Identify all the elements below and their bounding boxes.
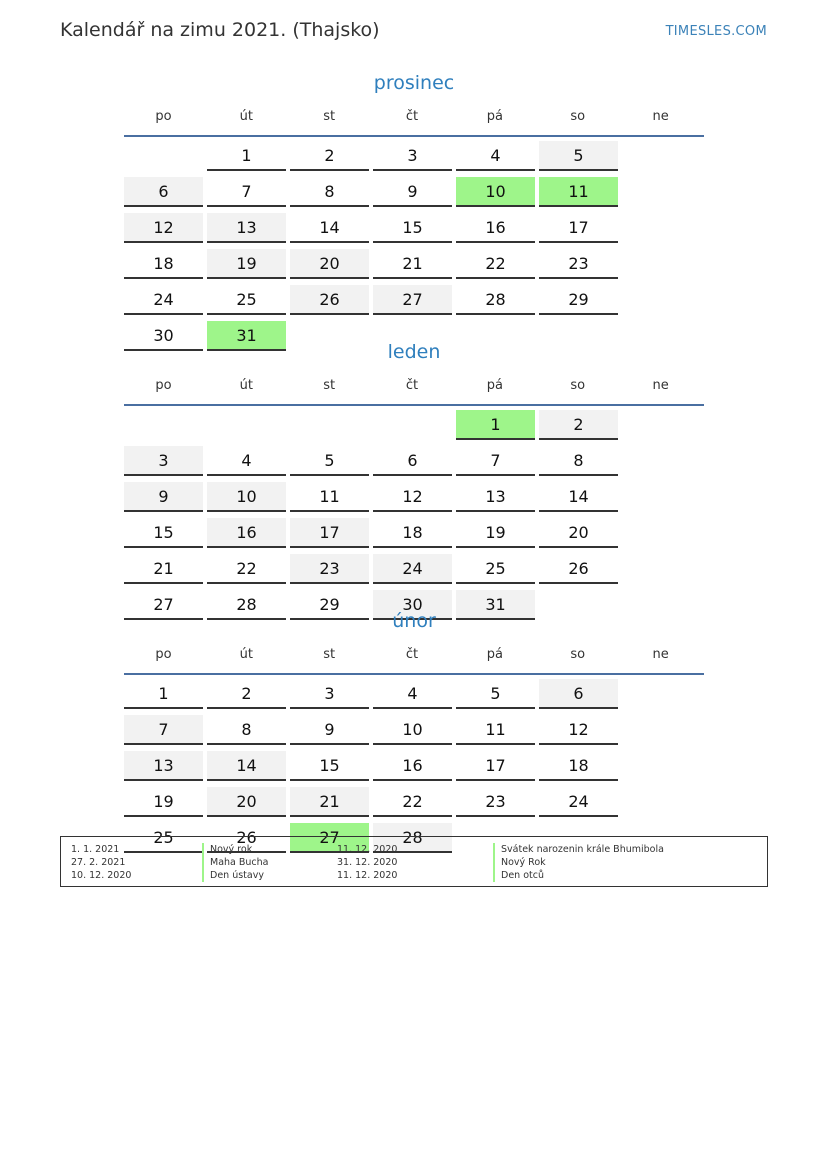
day-number: 7 xyxy=(456,446,535,476)
day-cell[interactable] xyxy=(539,177,622,213)
day-number: 2 xyxy=(207,679,286,709)
day-number: 17 xyxy=(539,213,618,243)
day-number: 12 xyxy=(124,213,203,243)
day-number: 6 xyxy=(124,177,203,207)
day-number: 6 xyxy=(373,446,452,476)
brand-link[interactable]: TIMESLES.COM xyxy=(665,24,767,39)
day-number: 8 xyxy=(539,446,618,476)
day-cell[interactable] xyxy=(456,482,539,518)
day-number: 8 xyxy=(290,177,369,207)
day-number: 13 xyxy=(456,482,535,512)
day-number: 20 xyxy=(207,787,286,817)
day-number: 25 xyxy=(207,285,286,315)
day-number: 10 xyxy=(207,482,286,512)
empty-day-cell xyxy=(373,410,456,446)
day-cell[interactable] xyxy=(124,554,207,590)
day-cell[interactable] xyxy=(290,554,373,590)
day-number: 3 xyxy=(290,679,369,709)
day-number xyxy=(290,410,369,440)
day-cell[interactable] xyxy=(124,715,207,751)
day-number: 16 xyxy=(373,751,452,781)
day-number: 18 xyxy=(373,518,452,548)
weekday-label: čt xyxy=(405,109,419,124)
holiday-name: Nový rok xyxy=(202,843,252,856)
day-number: 21 xyxy=(373,249,452,279)
day-cell[interactable] xyxy=(207,177,290,213)
day-number xyxy=(124,141,203,171)
month-name: prosinec xyxy=(373,72,455,94)
holiday-date: 31. 12. 2020 xyxy=(337,857,398,868)
day-cell[interactable] xyxy=(539,679,622,715)
day-cell[interactable] xyxy=(207,249,290,285)
day-number: 22 xyxy=(207,554,286,584)
day-cell[interactable] xyxy=(539,787,622,823)
day-cell[interactable] xyxy=(373,787,456,823)
day-cell[interactable] xyxy=(207,518,290,554)
weekday-label: čt xyxy=(405,378,419,393)
empty-day-cell xyxy=(124,141,207,177)
weekday-label: ne xyxy=(652,378,669,393)
day-cell[interactable] xyxy=(456,518,539,554)
day-cell[interactable] xyxy=(539,554,622,590)
day-cell[interactable] xyxy=(539,213,622,249)
day-number: 28 xyxy=(373,823,452,853)
day-number: 4 xyxy=(456,141,535,171)
day-number: 5 xyxy=(539,141,618,171)
day-number: 31 xyxy=(207,321,286,351)
day-number: 15 xyxy=(373,213,452,243)
day-cell[interactable] xyxy=(373,518,456,554)
day-number: 7 xyxy=(207,177,286,207)
day-cell[interactable] xyxy=(539,482,622,518)
day-number: 1 xyxy=(456,410,535,440)
weekday-label: so xyxy=(570,378,586,393)
day-cell[interactable] xyxy=(539,518,622,554)
weekday-label: st xyxy=(323,109,336,124)
day-cell[interactable] xyxy=(456,679,539,715)
day-number: 5 xyxy=(290,446,369,476)
day-cell[interactable] xyxy=(290,787,373,823)
day-number: 21 xyxy=(290,787,369,817)
day-number: 26 xyxy=(290,285,369,315)
weekday-header xyxy=(124,635,704,675)
day-cell[interactable] xyxy=(290,177,373,213)
day-cell[interactable] xyxy=(373,715,456,751)
day-number: 1 xyxy=(124,679,203,709)
day-cell[interactable] xyxy=(539,446,622,482)
day-number: 15 xyxy=(124,518,203,548)
day-cell[interactable] xyxy=(290,518,373,554)
day-cell[interactable] xyxy=(456,285,539,321)
weekday-label: ne xyxy=(652,109,669,124)
day-cell[interactable] xyxy=(207,285,290,321)
day-cell[interactable] xyxy=(124,177,207,213)
holiday-legend xyxy=(60,836,768,887)
day-number: 19 xyxy=(124,787,203,817)
day-number: 10 xyxy=(373,715,452,745)
day-cell[interactable] xyxy=(207,554,290,590)
day-number: 5 xyxy=(456,679,535,709)
day-number: 9 xyxy=(373,177,452,207)
day-number: 18 xyxy=(124,249,203,279)
day-number: 30 xyxy=(124,321,203,351)
day-cell[interactable] xyxy=(207,787,290,823)
day-number: 8 xyxy=(207,715,286,745)
day-number: 25 xyxy=(124,823,203,853)
day-cell[interactable] xyxy=(290,249,373,285)
day-number: 24 xyxy=(539,787,618,817)
day-number: 9 xyxy=(124,482,203,512)
holiday-date: 27. 2. 2021 xyxy=(71,857,126,868)
page-title: Kalendář na zimu 2021. (Thajsko) xyxy=(60,19,380,41)
day-cell[interactable] xyxy=(456,751,539,787)
holiday-date: 1. 1. 2021 xyxy=(71,844,120,855)
day-cell[interactable] xyxy=(373,213,456,249)
day-cell[interactable] xyxy=(124,446,207,482)
day-cell[interactable] xyxy=(456,410,539,446)
day-grid xyxy=(124,141,704,357)
day-number: 3 xyxy=(124,446,203,476)
day-cell[interactable] xyxy=(290,141,373,177)
day-cell[interactable] xyxy=(290,482,373,518)
day-number: 12 xyxy=(373,482,452,512)
day-cell[interactable] xyxy=(124,213,207,249)
day-number: 13 xyxy=(124,751,203,781)
day-cell[interactable] xyxy=(539,751,622,787)
day-number: 10 xyxy=(456,177,535,207)
day-cell[interactable] xyxy=(207,679,290,715)
day-number: 11 xyxy=(539,177,618,207)
day-number: 15 xyxy=(290,751,369,781)
month-calendar xyxy=(124,607,704,859)
day-number: 2 xyxy=(539,410,618,440)
day-number: 12 xyxy=(539,715,618,745)
day-number: 28 xyxy=(207,590,286,620)
empty-day-cell xyxy=(207,410,290,446)
day-cell[interactable] xyxy=(373,482,456,518)
day-cell[interactable] xyxy=(539,141,622,177)
weekday-label: čt xyxy=(405,647,419,662)
empty-day-cell xyxy=(124,410,207,446)
day-number: 2 xyxy=(290,141,369,171)
day-cell[interactable] xyxy=(124,751,207,787)
day-number xyxy=(373,410,452,440)
legend-row xyxy=(61,843,767,856)
month-calendar xyxy=(124,338,704,626)
day-cell[interactable] xyxy=(456,554,539,590)
day-number: 3 xyxy=(373,141,452,171)
day-cell[interactable] xyxy=(207,141,290,177)
day-number: 16 xyxy=(456,213,535,243)
day-cell[interactable] xyxy=(124,787,207,823)
day-number: 27 xyxy=(290,823,369,853)
day-cell[interactable] xyxy=(456,249,539,285)
weekday-label: út xyxy=(239,378,253,393)
day-number: 31 xyxy=(456,590,535,620)
weekday-header xyxy=(124,366,704,406)
day-cell[interactable] xyxy=(290,715,373,751)
weekday-header xyxy=(124,97,704,137)
day-number: 4 xyxy=(373,679,452,709)
day-number: 25 xyxy=(456,554,535,584)
weekday-label: so xyxy=(570,109,586,124)
weekday-label: st xyxy=(323,378,336,393)
day-number: 29 xyxy=(539,285,618,315)
day-cell[interactable] xyxy=(207,715,290,751)
day-cell[interactable] xyxy=(456,141,539,177)
day-cell[interactable] xyxy=(290,285,373,321)
day-number: 9 xyxy=(290,715,369,745)
day-cell[interactable] xyxy=(207,751,290,787)
day-number: 6 xyxy=(539,679,618,709)
day-number: 20 xyxy=(539,518,618,548)
month-name: leden xyxy=(387,341,441,363)
day-number: 1 xyxy=(207,141,286,171)
day-number: 16 xyxy=(207,518,286,548)
day-cell[interactable] xyxy=(373,554,456,590)
holiday-date: 11. 12. 2020 xyxy=(337,844,398,855)
empty-day-cell xyxy=(290,410,373,446)
day-number: 17 xyxy=(290,518,369,548)
day-number xyxy=(207,410,286,440)
day-number: 27 xyxy=(124,590,203,620)
weekday-label: po xyxy=(155,109,172,124)
day-cell[interactable] xyxy=(373,679,456,715)
day-number: 21 xyxy=(124,554,203,584)
day-number: 19 xyxy=(207,249,286,279)
day-number: 11 xyxy=(456,715,535,745)
day-number xyxy=(124,410,203,440)
day-cell[interactable] xyxy=(456,715,539,751)
month-calendar xyxy=(124,69,704,357)
day-number: 22 xyxy=(456,249,535,279)
holiday-date: 10. 12. 2020 xyxy=(71,870,132,881)
day-number: 28 xyxy=(456,285,535,315)
day-number: 24 xyxy=(124,285,203,315)
day-cell[interactable] xyxy=(124,518,207,554)
holiday-name: Nový Rok xyxy=(493,856,546,869)
weekday-label: pá xyxy=(486,378,503,393)
day-number: 23 xyxy=(290,554,369,584)
weekday-label: po xyxy=(155,378,172,393)
day-number: 14 xyxy=(539,482,618,512)
day-cell[interactable] xyxy=(373,141,456,177)
day-cell[interactable] xyxy=(456,213,539,249)
day-cell[interactable] xyxy=(373,751,456,787)
day-cell[interactable] xyxy=(539,715,622,751)
day-number: 26 xyxy=(207,823,286,853)
day-cell[interactable] xyxy=(124,249,207,285)
day-number: 7 xyxy=(124,715,203,745)
day-cell[interactable] xyxy=(539,410,622,446)
day-cell[interactable] xyxy=(207,213,290,249)
day-cell[interactable] xyxy=(290,446,373,482)
weekday-label: út xyxy=(239,109,253,124)
day-cell[interactable] xyxy=(373,249,456,285)
legend-row xyxy=(61,869,767,882)
day-number: 14 xyxy=(290,213,369,243)
day-cell[interactable] xyxy=(124,285,207,321)
weekday-label: po xyxy=(155,647,172,662)
day-number: 19 xyxy=(456,518,535,548)
day-number: 23 xyxy=(456,787,535,817)
day-number: 18 xyxy=(539,751,618,781)
day-number: 20 xyxy=(290,249,369,279)
day-number: 24 xyxy=(373,554,452,584)
day-number: 22 xyxy=(373,787,452,817)
holiday-name: Maha Bucha xyxy=(202,856,268,869)
day-number: 27 xyxy=(373,285,452,315)
holiday-name: Den ústavy xyxy=(202,869,264,882)
day-cell[interactable] xyxy=(207,446,290,482)
day-number: 13 xyxy=(207,213,286,243)
holiday-name: Svátek narozenin krále Bhumibola xyxy=(493,843,664,856)
day-grid xyxy=(124,410,704,626)
day-cell[interactable] xyxy=(373,285,456,321)
weekday-label: so xyxy=(570,647,586,662)
holiday-name: Den otců xyxy=(493,869,544,882)
weekday-label: st xyxy=(323,647,336,662)
day-number: 26 xyxy=(539,554,618,584)
day-cell[interactable] xyxy=(539,249,622,285)
day-cell[interactable] xyxy=(373,177,456,213)
day-number: 4 xyxy=(207,446,286,476)
day-number: 30 xyxy=(373,590,452,620)
day-cell[interactable] xyxy=(290,213,373,249)
day-number: 17 xyxy=(456,751,535,781)
weekday-label: pá xyxy=(486,109,503,124)
day-cell[interactable] xyxy=(290,751,373,787)
day-cell[interactable] xyxy=(290,679,373,715)
day-cell[interactable] xyxy=(373,446,456,482)
day-number: 14 xyxy=(207,751,286,781)
day-cell[interactable] xyxy=(207,482,290,518)
day-cell[interactable] xyxy=(456,446,539,482)
weekday-label: pá xyxy=(486,647,503,662)
day-number: 29 xyxy=(290,590,369,620)
day-number: 23 xyxy=(539,249,618,279)
month-name: únor xyxy=(392,610,436,632)
day-cell[interactable] xyxy=(124,679,207,715)
legend-row xyxy=(61,856,767,869)
day-cell[interactable] xyxy=(539,285,622,321)
day-cell[interactable] xyxy=(456,177,539,213)
weekday-label: út xyxy=(239,647,253,662)
holiday-date: 11. 12. 2020 xyxy=(337,870,398,881)
day-grid xyxy=(124,679,704,859)
day-cell[interactable] xyxy=(124,482,207,518)
day-number: 11 xyxy=(290,482,369,512)
day-cell[interactable] xyxy=(456,787,539,823)
weekday-label: ne xyxy=(652,647,669,662)
